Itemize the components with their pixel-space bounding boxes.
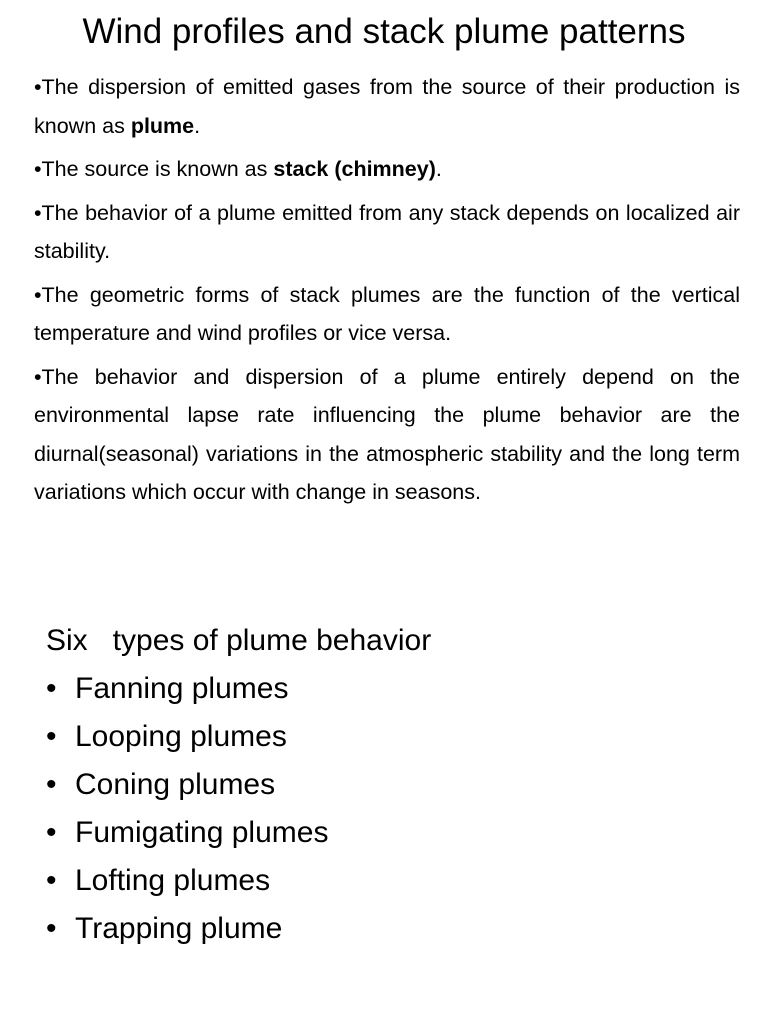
list-item-label: Fanning plumes	[75, 672, 289, 705]
bullet-icon: •	[46, 912, 57, 945]
paragraph-text-end: .	[435, 157, 442, 181]
paragraph-text-end: .	[194, 113, 201, 138]
paragraph-bold-term: plume	[130, 113, 195, 138]
list-item-label: Coning plumes	[75, 768, 276, 801]
paragraph	[34, 276, 740, 353]
bullet-icon: •	[46, 672, 57, 705]
paragraph	[34, 358, 740, 512]
bullet-icon: •	[46, 864, 57, 897]
bullet-icon: •	[34, 200, 42, 225]
bullet-icon: •	[34, 364, 42, 389]
list-item-label: Fumigating plumes	[75, 816, 329, 849]
list-item-label: Trapping plume	[75, 912, 283, 945]
bullet-icon: •	[46, 768, 57, 801]
bullet-icon: •	[46, 816, 57, 849]
paragraph-text: The behavior and dispersion of a plume entirely depend on the environmental lapse rate influencing the plume behavior are the diurnal(seasonal) variations in the atmospheric stability and the long term variations which occur with change in seasons.	[34, 364, 740, 504]
paragraph	[34, 194, 740, 271]
bullet-icon: •	[34, 282, 42, 307]
paragraph-text: The behavior of a plume emitted from any stack depends on localized air stability.	[34, 200, 740, 263]
paragraph-bold-term: stack (chimney)	[273, 157, 436, 181]
list-item	[46, 905, 726, 953]
list-item	[46, 809, 726, 857]
list-item	[46, 857, 726, 905]
paragraph-text: The source is known as	[41, 157, 274, 181]
paragraph-text: The dispersion of emitted gases from the source of their production is known as	[34, 75, 740, 138]
paragraph	[34, 150, 740, 189]
paragraph-text: The geometric forms of stack plumes are the function of the vertical temperature and wind profiles or vice versa.	[34, 282, 740, 345]
list-item	[46, 665, 726, 713]
section-heading: Six types of plume behavior	[46, 624, 432, 657]
list-item-label: Lofting plumes	[75, 864, 271, 897]
list-item	[46, 713, 726, 761]
list-item-label: Looping plumes	[75, 720, 287, 753]
list-item	[46, 761, 726, 809]
plume-types-section	[46, 617, 726, 953]
bullet-icon: •	[34, 75, 42, 99]
page-title: Wind profiles and stack plume patterns	[82, 12, 686, 51]
paragraph	[34, 68, 740, 145]
plume-type-list	[46, 665, 726, 953]
bullet-icon: •	[34, 157, 42, 181]
bullet-icon: •	[46, 720, 57, 753]
intro-paragraphs	[34, 68, 740, 517]
